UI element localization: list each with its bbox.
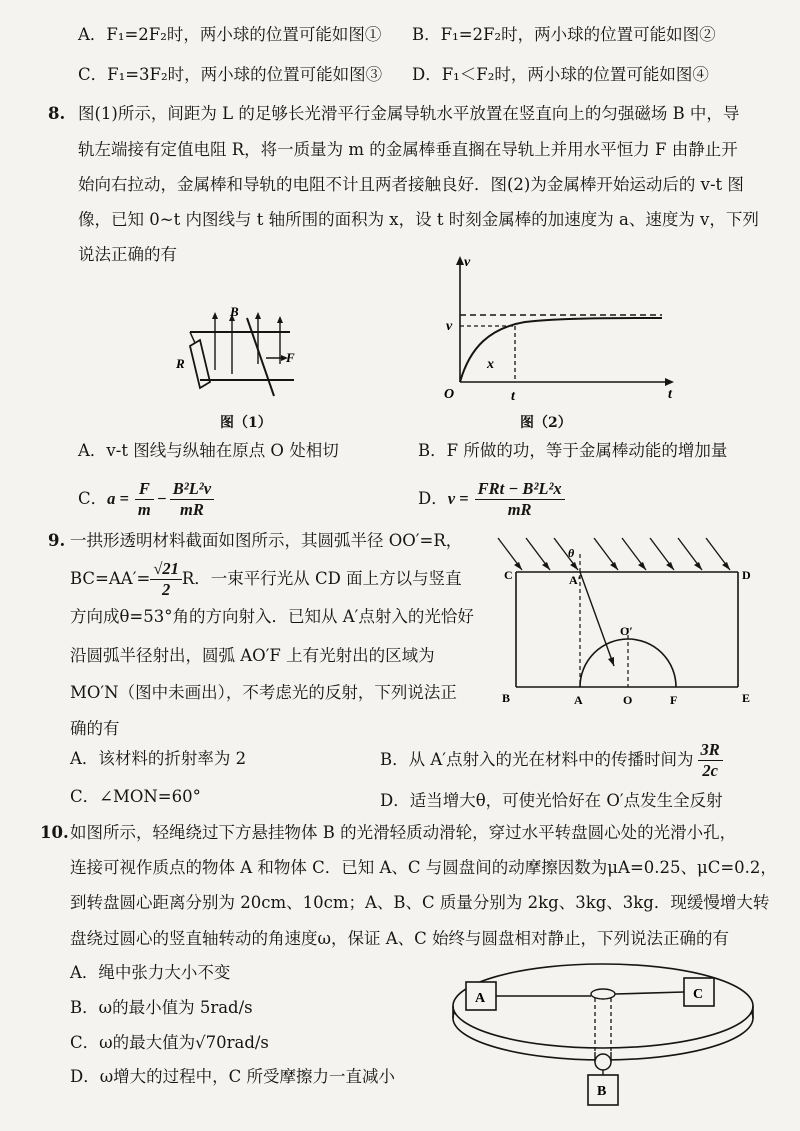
label-f: F <box>670 693 678 707</box>
label-f: F <box>286 350 295 365</box>
q9-option-c: C．∠MON=60° <box>70 787 201 806</box>
q8-option-d-frac: $\frac{\text{FRt − B²L²x}}{mR}$ <box>475 479 565 520</box>
q9-line-1: 一拱形透明材料截面如图所示，其圆弧半径 OO′=R， <box>70 531 463 550</box>
metal-rod <box>247 318 274 396</box>
q10-option-b: B．ω的最小值为 5rad/s <box>70 998 253 1017</box>
q9-figure <box>494 532 764 712</box>
label-c: C <box>504 568 513 582</box>
q8-option-c-frac-1: $\frac{F}{m}$ <box>135 479 154 520</box>
q8-option-d-lhs: v = <box>447 489 469 508</box>
q10-number: 10. <box>40 823 69 842</box>
q7-option-a: A．F₁=2F₂时，两小球的位置可能如图① <box>78 25 382 44</box>
q9-line-2: BC=AA′= $\frac{√21}{2}$ R．一束平行光从 CD 面上方以与竖直 <box>70 558 462 599</box>
label-c: C <box>693 987 704 1002</box>
q8-option-c-label: C． <box>78 489 108 508</box>
label-b: B <box>597 1084 607 1099</box>
q9-number: 9. <box>48 531 66 550</box>
area-x-label: x <box>487 357 494 372</box>
v-t-curve <box>460 318 662 382</box>
q8-figure-2-caption: 图（2） <box>520 415 572 431</box>
q8-figure-1 <box>170 300 300 410</box>
axis-t-label: t <box>668 387 672 402</box>
label-o: O <box>623 693 633 707</box>
q9-line-4: 沿圆弧半径射出，圆弧 AO′F 上有光射出的区域为 <box>70 646 435 665</box>
q8-stem-line-3: 始向右拉动，金属棒和导轨的电阻不计且两者接触良好．图(2)为金属棒开始运动后的 v-t 图 <box>78 175 744 194</box>
label-a: A <box>475 991 486 1006</box>
label-r: R <box>176 356 185 371</box>
q10-stem-line-1: 如图所示，轻绳绕过下方悬挂物体 B 的光滑轻质动滑轮，穿过水平转盘圆心处的光滑小孔， <box>70 823 737 842</box>
q9-line-5: MO′N（图中未画出），不考虑光的反射，下列说法正 <box>70 683 457 702</box>
q10-stem-line-4: 盘绕过圆心的竖直轴转动的角速度ω，保证 A、C 始终与圆盘相对静止，下列说法正确的有 <box>70 929 729 948</box>
q9-option-d: D．适当增大θ，可使光恰好在 O′点发生全反射 <box>380 791 723 810</box>
q8-option-d-label: D． <box>418 489 448 508</box>
axis-v-label: v <box>464 255 471 270</box>
q10-option-c: C．ω的最大值为√70rad/s <box>70 1033 269 1052</box>
q8-option-c-lhs: a = <box>107 489 129 508</box>
q10-figure <box>438 958 778 1118</box>
q10-option-d: D．ω增大的过程中，C 所受摩擦力一直减小 <box>70 1067 396 1086</box>
q9-option-b: B．从 A′点射入的光在材料中的传播时间为 $\frac{3R}{2c}$ <box>380 738 723 782</box>
q7-option-b: B．F₁=2F₂时，两小球的位置可能如图② <box>412 25 716 44</box>
q8-option-c-frac-2: $\frac{\text{B²L²v}}{mR}$ <box>170 479 214 520</box>
q8-option-b: B．F 所做的功，等于金属棒动能的增加量 <box>418 441 728 460</box>
label-b: B <box>230 304 239 319</box>
q8-stem-line-2: 轨左端接有定值电阻 R，将一质量为 m 的金属棒垂直搁在导轨上并用水平恒力 F 由静止开 <box>78 140 738 159</box>
q10-stem-line-3: 到转盘圆心距离分别为 20cm、10cm；A、B、C 质量分别为 2kg、3kg、3kg．现缓慢增大转 <box>70 893 770 912</box>
refracted-ray <box>580 572 614 666</box>
q9-fraction: $\frac{√21}{2}$ <box>150 559 182 600</box>
q8-stem-line-4: 像，已知 0~t 内图线与 t 轴所围的面积为 x，设 t 时刻金属棒的加速度为 a、速度为 v，下列 <box>78 210 759 229</box>
label-theta: θ <box>568 546 575 560</box>
q7-option-d: D．F₁＜F₂时，两小球的位置可能如图④ <box>412 65 709 84</box>
q8-option-d <box>418 474 565 524</box>
label-a: A <box>574 693 583 707</box>
q8-figure-1-caption: 图（1） <box>220 415 272 431</box>
q9-option-b-fraction: $\frac{3R}{2c}$ <box>698 740 723 781</box>
origin-label: O <box>444 387 455 402</box>
label-o-prime: O′ <box>620 624 633 638</box>
q8-option-a: A．v-t 图线与纵轴在原点 O 处相切 <box>78 441 339 460</box>
q9-option-a: A．该材料的折射率为 2 <box>70 749 247 768</box>
q7-option-c: C．F₁=3F₂时，两小球的位置可能如图③ <box>78 65 383 84</box>
q9-line-3: 方向成θ=53°角的方向射入．已知从 A′点射入的光恰好 <box>70 607 474 626</box>
q8-stem-line-1: 图(1)所示，间距为 L 的足够长光滑平行金属导轨水平放置在竖直向上的匀强磁场 B 中，导 <box>78 104 740 123</box>
q10-stem-line-2: 连接可视作质点的物体 A 和物体 C．已知 A、C 与圆盘间的动摩擦因数为μA=0.25、μC=0.2， <box>70 858 777 877</box>
v-value-label: v <box>446 319 453 334</box>
label-a-prime: A′ <box>569 573 582 587</box>
q8-option-c: C． a = $\frac{F}{m}$ − $\frac{\text{B²L²v}}{mR}$ <box>78 474 214 524</box>
label-b: B <box>502 691 511 705</box>
pulley <box>595 1054 611 1070</box>
q8-stem-line-5: 说法正确的有 <box>78 245 177 264</box>
q8-number: 8. <box>48 104 66 123</box>
q9-line-6: 确的有 <box>70 719 120 738</box>
q10-option-a: A．绳中张力大小不变 <box>70 963 231 982</box>
t-value-label: t <box>511 389 515 402</box>
q8-figure-2 <box>430 252 680 402</box>
label-d: D <box>742 568 751 582</box>
label-e: E <box>742 691 751 705</box>
